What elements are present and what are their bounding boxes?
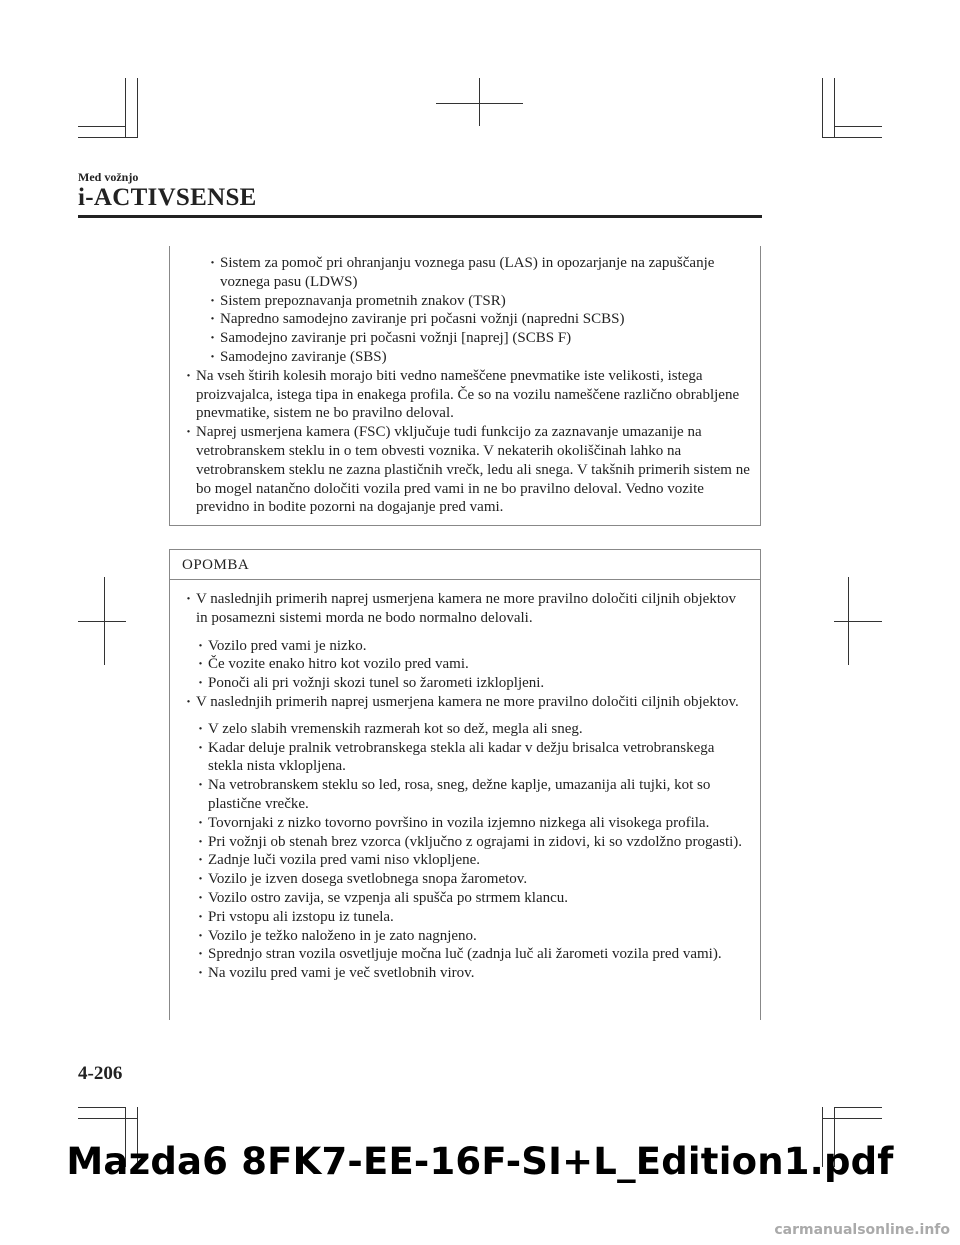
list-item <box>196 590 750 693</box>
list-item: · Ponoči ali pri vožnji skozi tunel so žarometi izklopljeni. <box>208 674 750 693</box>
list-item <box>196 693 750 983</box>
list-item: · Sistem za pomoč pri ohranjanju voznega pasu (LAS) in opozarjanje na zapuščanje voznega pasu (LDWS) <box>220 254 760 292</box>
list-item: · Vozilo ostro zavija, se vzpenja ali spušča po strmem klancu. <box>208 889 750 908</box>
list-item: · Samodejno zaviranje (SBS) <box>220 348 760 367</box>
list-item: · Na vseh štirih kolesih morajo biti vedno nameščene pnevmatike iste velikosti, istega proizvajalca, istega tipa in enakega profila. Če so na vozilu nameščene različno obrabljene pnevmatike, sistem ne bo pravilno deloval. <box>196 367 750 423</box>
list-item: · Kadar deluje pralnik vetrobranskega stekla ali kadar v dežju brisalca vetrobranskega stekla nista vklopljena. <box>208 739 750 777</box>
list-item: · Tovornjaki z nizko tovorno površino in vozila izjemno nizkega ali visokega profila. <box>208 814 750 833</box>
list-item: · Vozilo pred vami je nizko. <box>208 637 750 656</box>
list-item: · Na vetrobranskem steklu so led, rosa, sneg, dežne kaplje, umazanija ali tujki, kot so plastične vrečke. <box>208 776 750 814</box>
list-item: · Vozilo je izven dosega svetlobnega snopa žarometov. <box>208 870 750 889</box>
file-name: Mazda6 8FK7-EE-16F-SI+L_Edition1.pdf <box>66 1140 894 1183</box>
list-item: · Na vozilu pred vami je več svetlobnih virov. <box>208 964 750 983</box>
list-item: · Vozilo je težko naloženo in je zato nagnjeno. <box>208 927 750 946</box>
note-lead: V naslednjih primerih naprej usmerjena kamera ne more pravilno določiti ciljnih objektov. <box>196 693 739 710</box>
list-item: · Pri vstopu ali izstopu iz tunela. <box>208 908 750 927</box>
system-list <box>170 246 760 367</box>
warning-list <box>170 367 760 517</box>
list-item: · Zadnje luči vozila pred vami niso vklopljene. <box>208 851 750 870</box>
list-item: · Pri vožnji ob stenah brez vzorca (vključno z ograjami in zidovi, ki so vzdolžno progasti). <box>208 833 750 852</box>
section-label: Med vožnjo <box>78 170 139 184</box>
note-list <box>170 580 760 983</box>
list-item: · V zelo slabih vremenskih razmerah kot so dež, megla ali sneg. <box>208 720 750 739</box>
note-title: OPOMBA <box>182 557 250 573</box>
condition-list <box>196 712 750 983</box>
watermark: carmanualsonline.info <box>774 1222 950 1238</box>
note-box <box>169 549 761 1020</box>
warning-box <box>169 246 761 526</box>
list-item: · Sprednjo stran vozila osvetljuje močna luč (zadnja luč ali žarometi vozila pred vami). <box>208 945 750 964</box>
page-number: 4-206 <box>78 1063 123 1084</box>
list-item: · Naprej usmerjena kamera (FSC) vključuje tudi funkcijo za zaznavanje umazanije na vetrobranskem steklu in o tem obvesti voznika. V nekaterih okoliščinah lahko na vetrobranskem steklu ne zazna plastičnih vrečk, ledu ali snega. V takšnih primerih sistem ne bo mogel natančno določiti vozila pred vami in ne bo pravilno deloval. Vedno vozite previdno in bodite pozorni na dogajanje pred vami. <box>196 423 750 517</box>
section-divider <box>78 215 762 218</box>
condition-list <box>196 628 750 693</box>
note-lead: V naslednjih primerih naprej usmerjena kamera ne more pravilno določiti ciljnih objektov in posamezni sistemi morda ne bodo normalno delovali. <box>196 591 736 626</box>
list-item: · Sistem prepoznavanja prometnih znakov (TSR) <box>220 292 760 311</box>
section-title: i-ACTIVSENSE <box>78 184 257 211</box>
list-item: · Če vozite enako hitro kot vozilo pred vami. <box>208 655 750 674</box>
list-item: · Samodejno zaviranje pri počasni vožnji [naprej] (SCBS F) <box>220 329 760 348</box>
list-item: · Napredno samodejno zaviranje pri počasni vožnji (napredni SCBS) <box>220 310 760 329</box>
